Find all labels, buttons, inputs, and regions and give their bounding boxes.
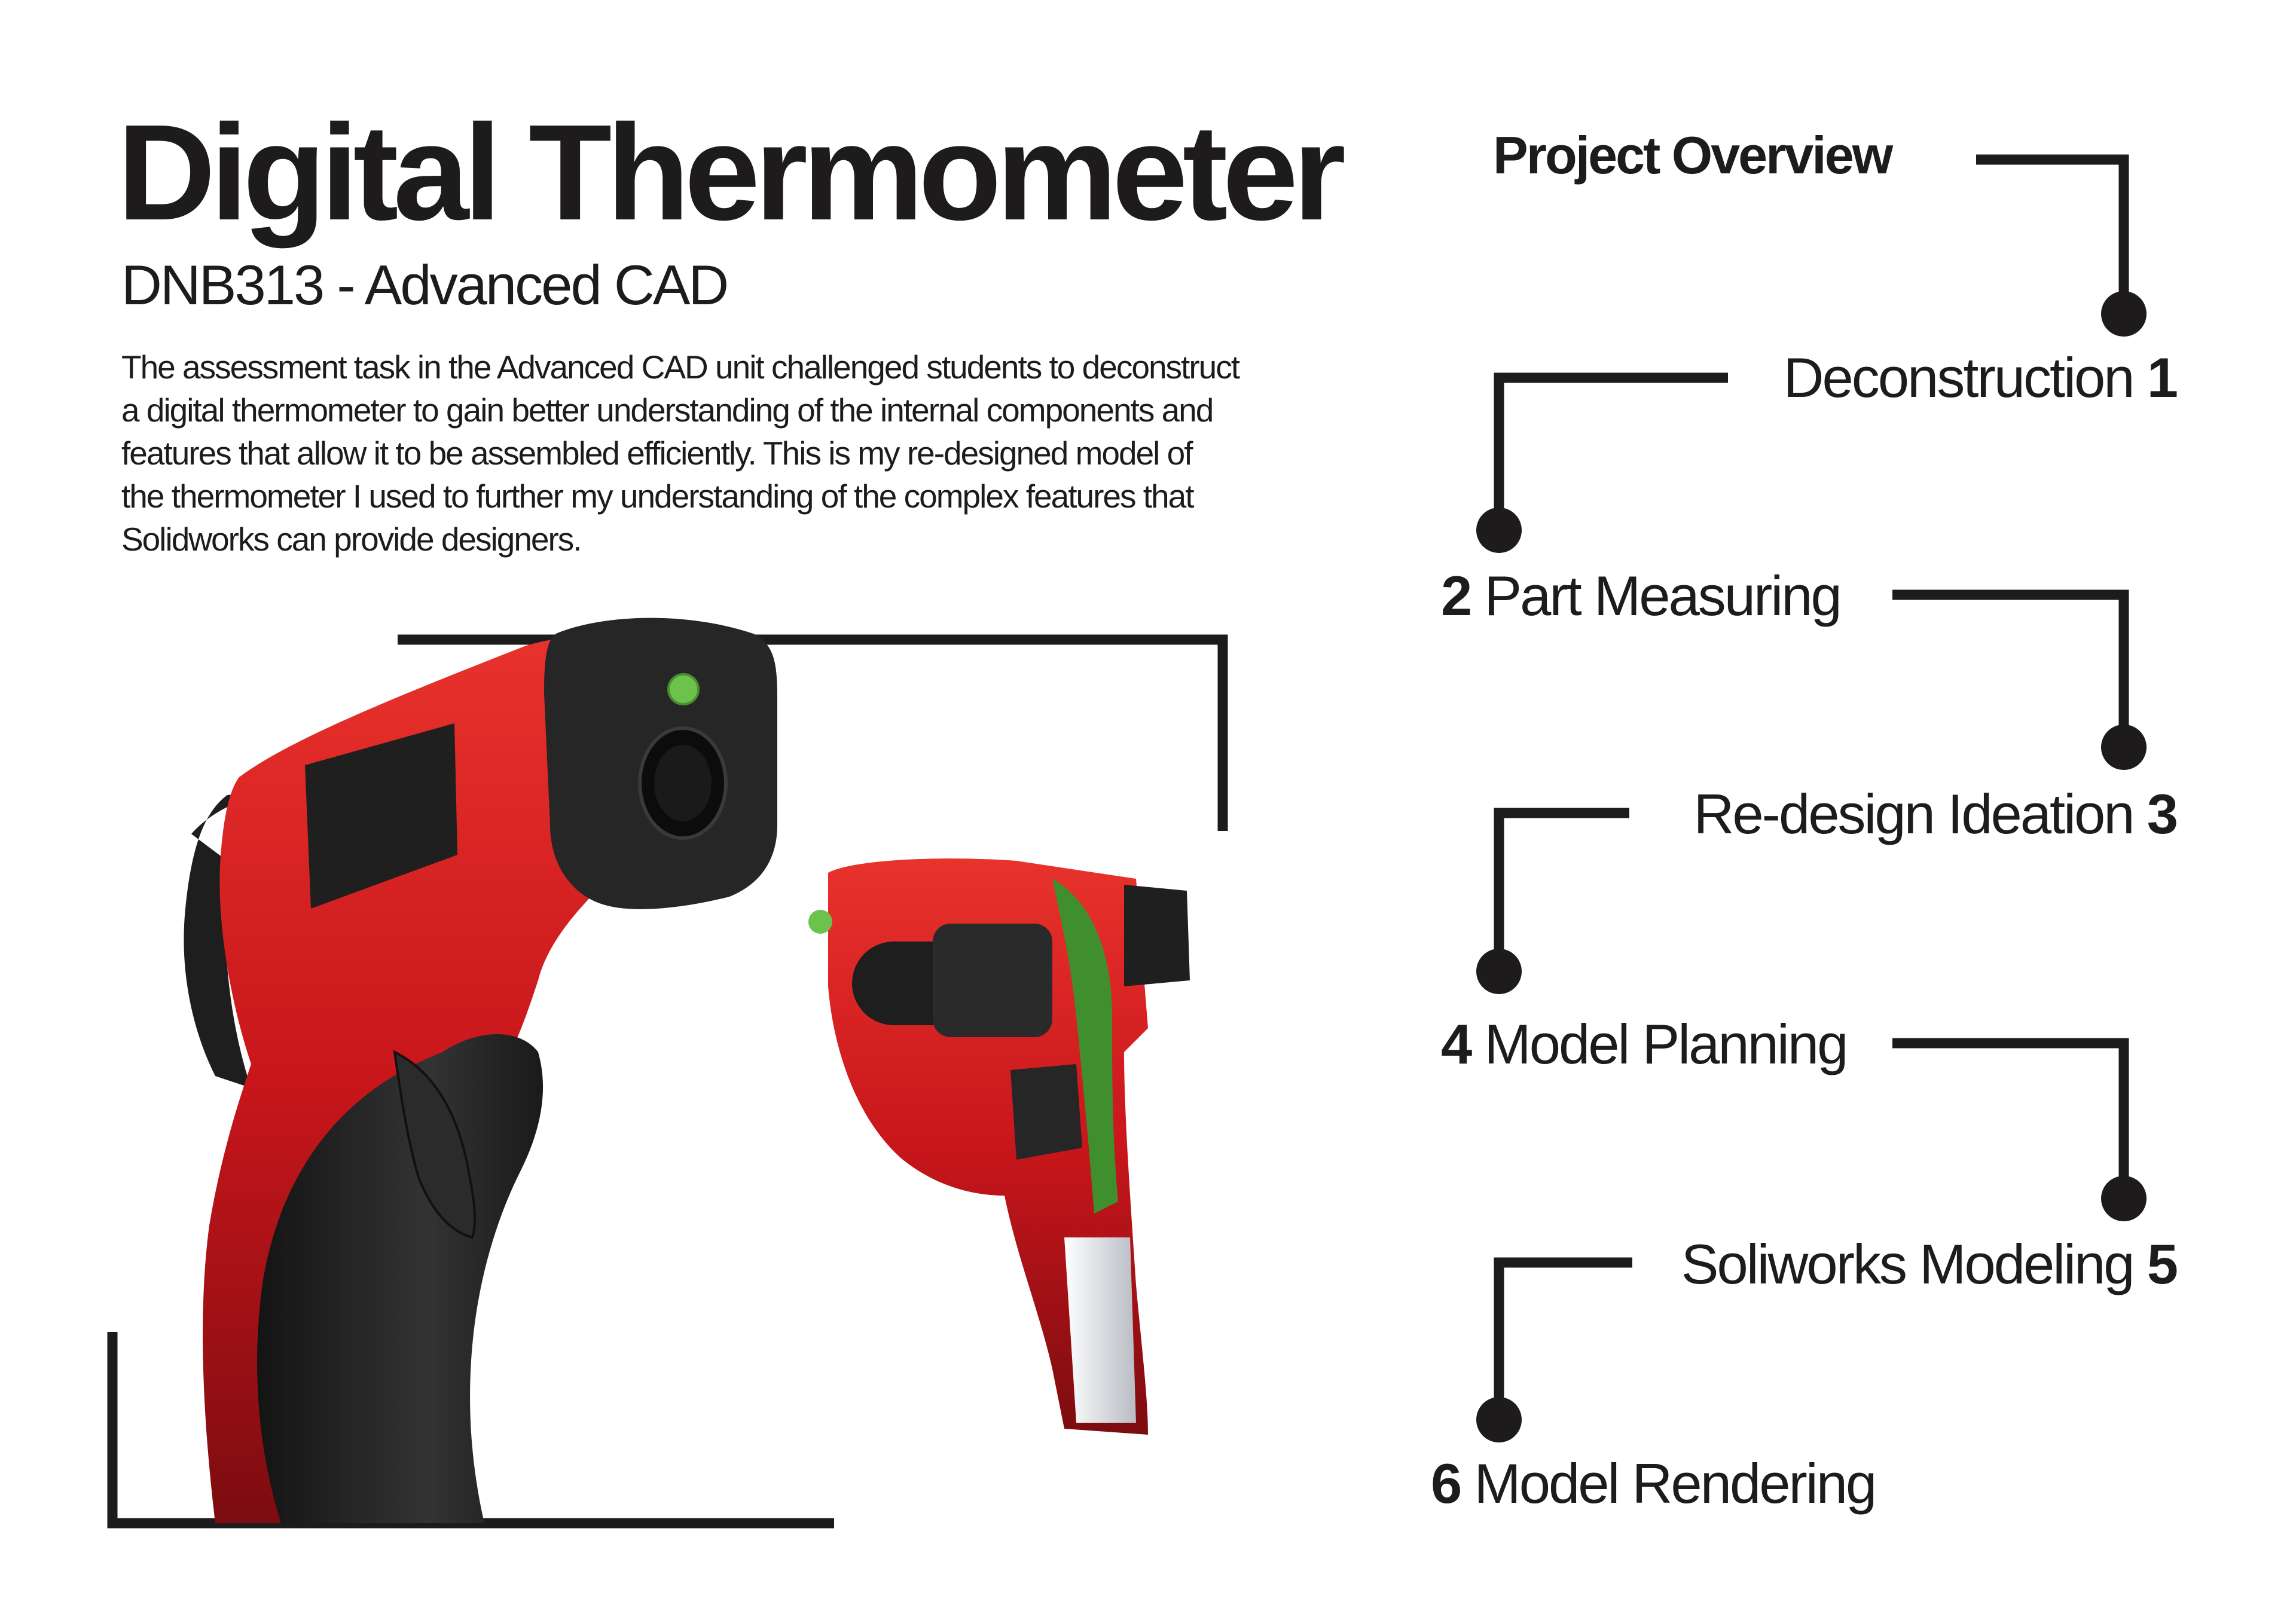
step-label: Deconstruction — [1783, 346, 2133, 409]
connector-dot — [1476, 1397, 1522, 1442]
description-line: The assessment task in the Advanced CAD unit challenged students to deconstruct — [121, 349, 1239, 386]
description-line: a digital thermometer to gain better understanding of the internal components and — [121, 392, 1213, 429]
connector-step-4 — [1892, 1043, 2124, 1199]
cutaway-thermometer-render — [808, 858, 1190, 1435]
overview-step-4 — [1441, 1013, 1847, 1075]
step-number: 1 — [2147, 346, 2176, 409]
page-subtitle: DNB313 - Advanced CAD — [121, 253, 728, 316]
step-number: 5 — [2147, 1233, 2176, 1295]
overview-heading: Project Overview — [1493, 126, 1892, 185]
description-line: Solidworks can provide designers. — [121, 521, 581, 558]
step-number: 4 — [1441, 1013, 1471, 1075]
overview-step-6 — [1431, 1452, 1876, 1515]
assembled-thermometer-render — [184, 618, 777, 1523]
step-label: Model Planning — [1484, 1013, 1847, 1075]
connector-dot — [1476, 949, 1522, 994]
description-line: features that allow it to be assembled efficiently. This is my re-designed model of — [121, 435, 1192, 472]
connector-step-1 — [1499, 378, 1728, 530]
step-label: Part Measuring — [1484, 564, 1840, 627]
overview-step-1 — [1783, 346, 2176, 409]
overview-step-3 — [1693, 783, 2177, 845]
description-line: the thermometer I used to further my understanding of the complex features that — [121, 478, 1193, 515]
step-number: 3 — [2147, 783, 2176, 845]
step-label: Re-design Ideation — [1693, 783, 2133, 845]
connector-step-2 — [1892, 595, 2124, 747]
connector-dot — [2101, 725, 2147, 770]
step-label: Soliworks Modeling — [1681, 1233, 2133, 1295]
step-number: 2 — [1441, 564, 1471, 627]
overview-step-2 — [1441, 564, 1840, 627]
overview-step-5 — [1681, 1233, 2176, 1295]
connector-step-3 — [1499, 813, 1629, 971]
page-title: Digital Thermometer — [117, 97, 1341, 249]
connector-dot — [2101, 1176, 2147, 1221]
connector-overview — [1976, 160, 2124, 314]
step-label: Model Rendering — [1474, 1452, 1876, 1515]
step-number: 6 — [1431, 1452, 1461, 1515]
connector-dot — [1476, 508, 1522, 553]
connector-step-5 — [1499, 1263, 1632, 1420]
connector-dot — [2101, 291, 2147, 337]
